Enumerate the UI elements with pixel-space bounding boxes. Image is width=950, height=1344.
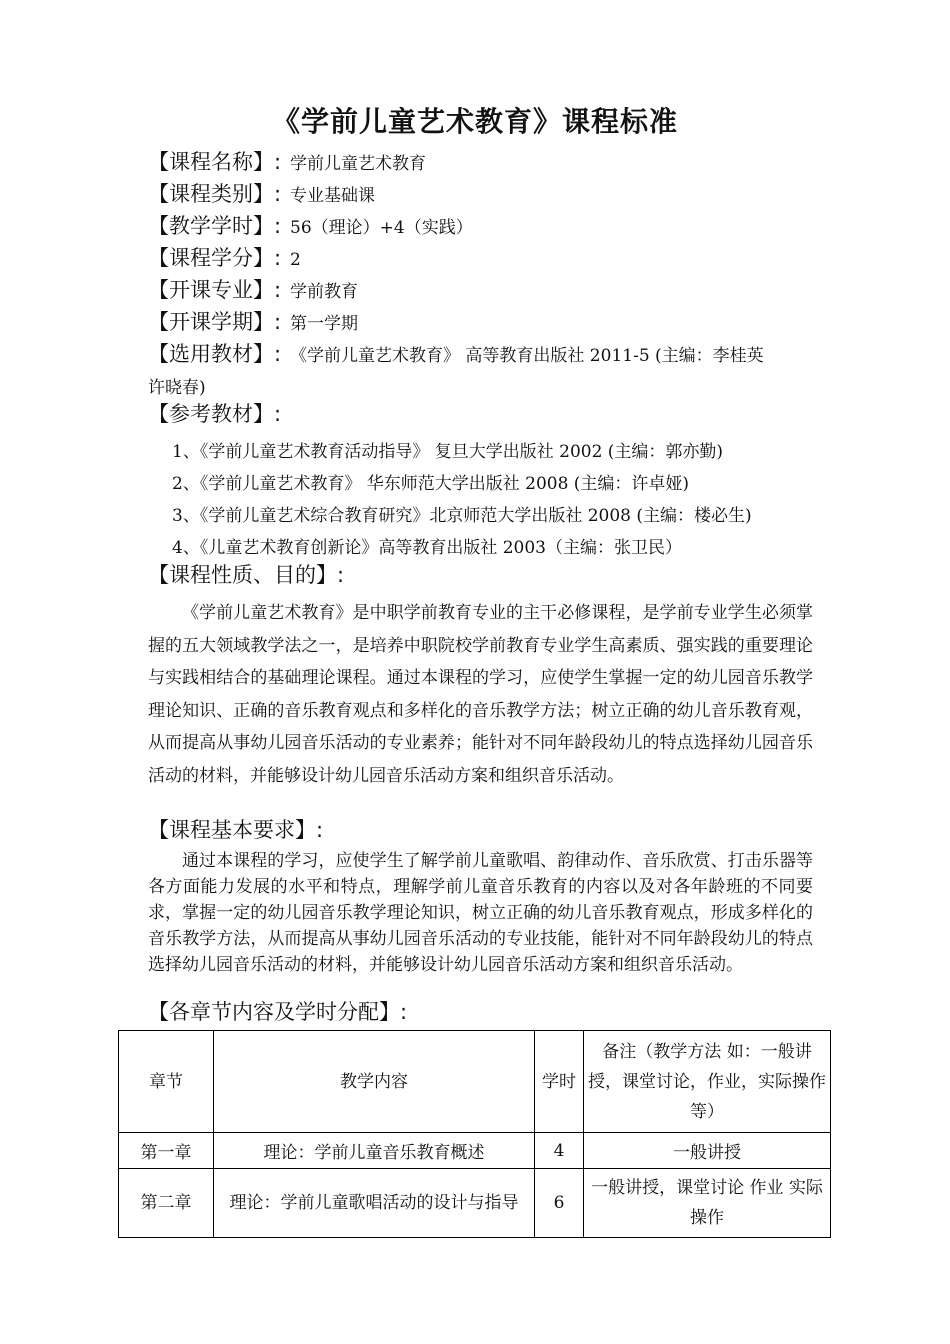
cell-notes: 一般讲授，课堂讨论 作业 实际操作 (584, 1169, 831, 1238)
textbook-value-continued: 许晓春) (148, 378, 206, 398)
teaching-hours-label: 【教学学时】: (148, 214, 282, 238)
cell-content: 理论：学前儿童歌唱活动的设计与指导 (214, 1169, 535, 1238)
course-name-label: 【课程名称】: (148, 150, 282, 174)
schedule-table (118, 1030, 831, 1238)
teaching-hours-value: 56（理论）+4（实践） (290, 218, 473, 238)
header-notes: 备注（教学方法 如：一般讲授，课堂讨论，作业，实际操作等） (584, 1031, 831, 1133)
course-type-label: 【课程类别】: (148, 182, 282, 206)
credits-value: 2 (290, 250, 301, 270)
cell-hours: 4 (535, 1133, 584, 1169)
major-value: 学前教育 (290, 282, 358, 302)
cell-hours: 6 (535, 1169, 584, 1238)
header-chapter: 章节 (119, 1031, 214, 1133)
reference-item: 1、《学前儿童艺术教育活动指导》 复旦大学出版社 2002 (主编：郭亦勤) (172, 442, 724, 462)
nature-paragraph: 《学前儿童艺术教育》是中职学前教育专业的主干必修课程，是学前专业学生必须掌握的五大领域教学法之一，是培养中职院校学前教育专业学生高素质、强实践的重要理论与实践相结合的基础理论课程。通过本课程的学习，应使学生掌握一定的幼儿园音乐教学理论知识、正确的音乐教育观点和多样化的音乐教学方法；树立正确的幼儿音乐教育观，从而提高从事幼儿园音乐活动的专业素养；能针对不同年龄段幼儿的特点选择幼儿园音乐活动的材料，并能够设计幼儿园音乐活动方案和组织音乐活动。 (148, 603, 813, 786)
schedule-heading: 【各章节内容及学时分配】: (148, 1000, 408, 1024)
cell-chapter: 第一章 (119, 1133, 214, 1169)
textbook-label: 【选用教材】: (148, 342, 282, 366)
references-heading: 【参考教材】: (148, 402, 282, 426)
header-hours: 学时 (535, 1031, 584, 1133)
table-header-row (119, 1031, 831, 1133)
credits-label: 【课程学分】: (148, 246, 282, 270)
header-content: 教学内容 (214, 1031, 535, 1133)
table-row (119, 1169, 831, 1238)
course-type-value: 专业基础课 (290, 186, 375, 206)
cell-notes: 一般讲授 (584, 1133, 831, 1169)
reference-item: 4、《儿童艺术教育创新论》高等教育出版社 2003（主编：张卫民） (172, 538, 682, 558)
requirements-paragraph: 通过本课程的学习，应使学生了解学前儿童歌唱、韵律动作、音乐欣赏、打击乐器等各方面能力发展的水平和特点，理解学前儿童音乐教育的内容以及对各年龄班的不同要求，掌握一定的幼儿园音乐教学理论知识，树立正确的幼儿音乐教育观点，形成多样化的音乐教学方法，从而提高从事幼儿园音乐活动的专业技能，能针对不同年龄段幼儿的特点选择幼儿园音乐活动的材料，并能够设计幼儿园音乐活动方案和组织音乐活动。 (148, 851, 813, 975)
textbook-value: 《学前儿童艺术教育》 高等教育出版社 2011-5 (主编：李桂英 (290, 346, 764, 366)
semester-label: 【开课学期】: (148, 310, 282, 334)
table-row (119, 1133, 831, 1169)
course-name-value: 学前儿童艺术教育 (290, 154, 426, 174)
page-title: 《学前儿童艺术教育》课程标准 (271, 105, 678, 138)
requirements-heading: 【课程基本要求】: (148, 818, 324, 842)
cell-content: 理论：学前儿童音乐教育概述 (214, 1133, 535, 1169)
reference-item: 3、《学前儿童艺术综合教育研究》北京师范大学出版社 2008 (主编：楼必生) (172, 506, 752, 526)
cell-chapter: 第二章 (119, 1169, 214, 1238)
semester-value: 第一学期 (290, 314, 358, 334)
reference-item: 2、《学前儿童艺术教育》 华东师范大学出版社 2008 (主编：许卓娅) (172, 474, 690, 494)
major-label: 【开课专业】: (148, 278, 282, 302)
nature-heading: 【课程性质、目的】: (148, 563, 345, 587)
